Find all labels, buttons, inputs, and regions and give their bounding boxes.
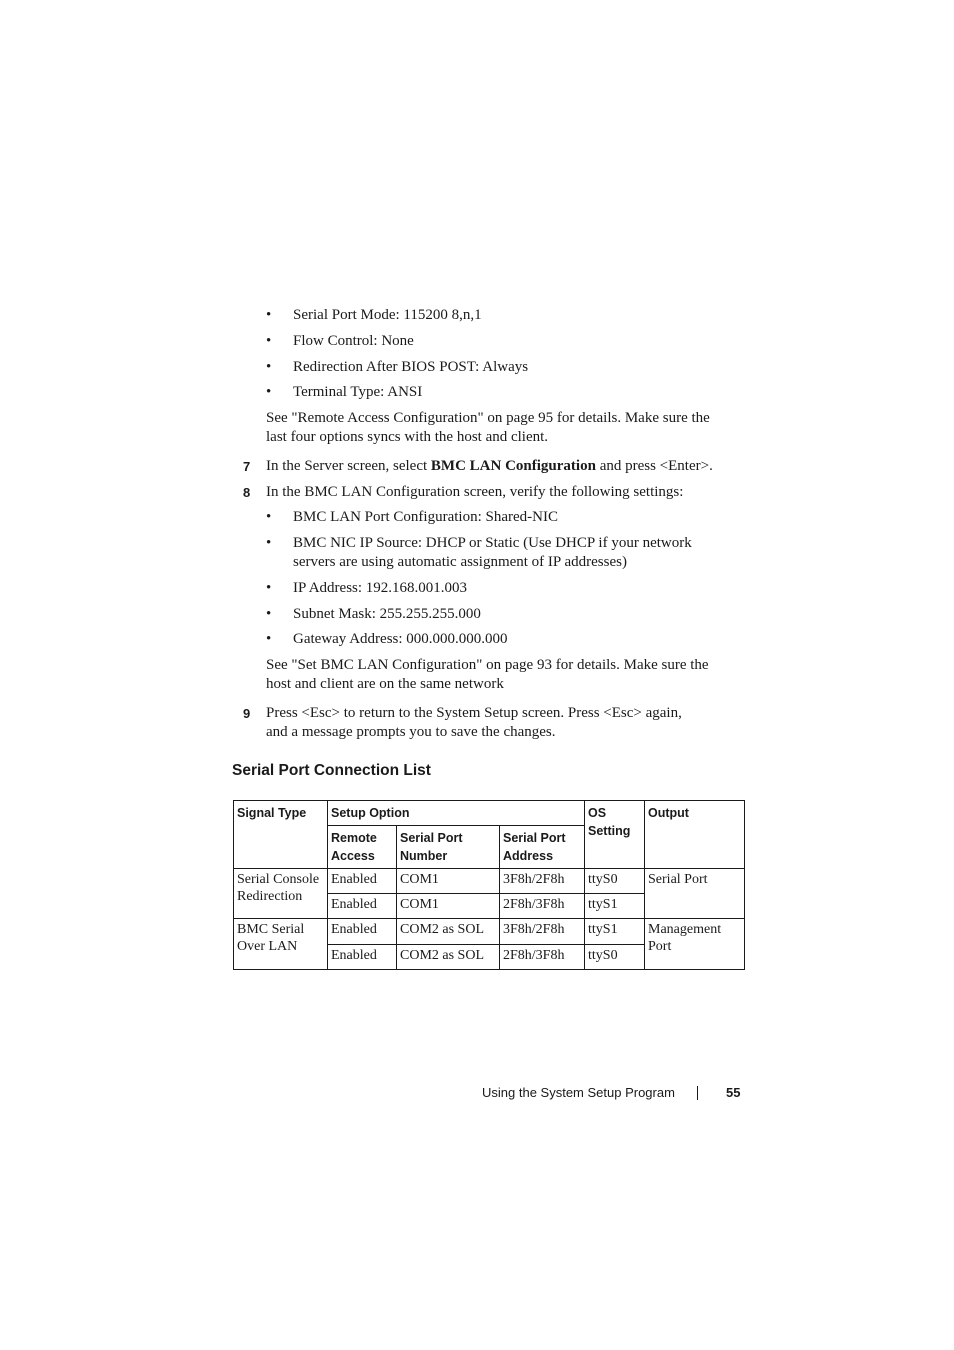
footer-divider bbox=[697, 1086, 698, 1100]
cell-remote: Enabled bbox=[328, 894, 397, 919]
cell-signal: Serial Console Redirection bbox=[234, 869, 328, 919]
note-remote-access bbox=[266, 409, 710, 447]
header-remote-access: Remote Access bbox=[328, 826, 397, 869]
step-number: 9 bbox=[243, 706, 251, 721]
list-item-text: Gateway Address: 000.000.000.000 bbox=[293, 631, 508, 647]
cell-remote: Enabled bbox=[328, 919, 397, 945]
header-signal-type: Signal Type bbox=[234, 801, 328, 869]
step-7-post: and press <Enter>. bbox=[595, 458, 713, 474]
cell-port: COM1 bbox=[397, 894, 500, 919]
cell-address: 3F8h/2F8h bbox=[500, 869, 585, 894]
step-number: 8 bbox=[243, 485, 251, 500]
cell-address: 2F8h/3F8h bbox=[500, 894, 585, 919]
bullet-icon: • bbox=[266, 631, 272, 647]
bullet-icon: • bbox=[266, 307, 272, 323]
header-os-setting: OS Setting bbox=[585, 801, 645, 869]
list-item-text: Subnet Mask: 255.255.255.000 bbox=[293, 606, 481, 622]
step-7-pre: In the Server screen, select bbox=[266, 458, 431, 474]
cell-os: ttyS1 bbox=[585, 894, 645, 919]
page-number: 55 bbox=[726, 1085, 741, 1100]
note-line: See "Remote Access Configuration" on page 95 for details. Make sure the bbox=[266, 410, 710, 426]
footer-section-title: Using the System Setup Program bbox=[482, 1085, 675, 1100]
cell-port: COM2 as SOL bbox=[397, 919, 500, 945]
step-9-line: and a message prompts you to save the changes. bbox=[266, 724, 556, 740]
list-item-text: IP Address: 192.168.001.003 bbox=[293, 580, 468, 596]
cell-output: Management Port bbox=[645, 919, 745, 970]
table-row bbox=[234, 919, 745, 945]
cell-os: ttyS0 bbox=[585, 945, 645, 970]
header-output: Output bbox=[645, 801, 745, 869]
step-9-line: Press <Esc> to return to the System Setup screen. Press <Esc> again, bbox=[266, 705, 682, 721]
bullet-icon: • bbox=[266, 606, 272, 622]
cell-address: 2F8h/3F8h bbox=[500, 945, 585, 970]
serial-port-connection-table bbox=[233, 800, 745, 970]
list-item-line: BMC NIC IP Source: DHCP or Static (Use DHCP if your network bbox=[293, 535, 692, 551]
cell-remote: Enabled bbox=[328, 945, 397, 970]
bullet-icon: • bbox=[266, 359, 272, 375]
list-item-text: Redirection After BIOS POST: Always bbox=[293, 359, 529, 375]
note-line: host and client are on the same network bbox=[266, 676, 504, 692]
bullet-icon: • bbox=[266, 509, 272, 525]
step-8-text: In the BMC LAN Configuration screen, verify the following settings: bbox=[266, 484, 684, 500]
step-7-bold: BMC LAN Configuration bbox=[430, 458, 596, 474]
cell-os: ttyS0 bbox=[585, 869, 645, 894]
header-serial-port-address: Serial Port Address bbox=[500, 826, 585, 869]
bullet-icon: • bbox=[266, 384, 272, 400]
cell-os: ttyS1 bbox=[585, 919, 645, 945]
step-number: 7 bbox=[243, 459, 251, 474]
bullet-icon: • bbox=[266, 535, 272, 551]
list-item-text bbox=[293, 534, 743, 572]
bullet-icon: • bbox=[266, 333, 272, 349]
list-item-text: Terminal Type: ANSI bbox=[293, 384, 423, 400]
list-item-line: servers are using automatic assignment of IP addresses) bbox=[293, 554, 627, 570]
header-serial-port-number: Serial Port Number bbox=[397, 826, 500, 869]
note-bmc-lan bbox=[266, 656, 709, 694]
header-setup-option: Setup Option bbox=[328, 801, 585, 826]
cell-remote: Enabled bbox=[328, 869, 397, 894]
section-heading: Serial Port Connection List bbox=[232, 762, 431, 779]
list-item-text: Serial Port Mode: 115200 8,n,1 bbox=[293, 307, 482, 323]
cell-address: 3F8h/2F8h bbox=[500, 919, 585, 945]
cell-port: COM2 as SOL bbox=[397, 945, 500, 970]
cell-output: Serial Port bbox=[645, 869, 745, 919]
table-row bbox=[234, 869, 745, 894]
list-item-text: Flow Control: None bbox=[293, 333, 414, 349]
step-7-text bbox=[266, 457, 713, 476]
cell-port: COM1 bbox=[397, 869, 500, 894]
step-9-text bbox=[266, 704, 682, 742]
note-line: See "Set BMC LAN Configuration" on page 93 for details. Make sure the bbox=[266, 657, 709, 673]
list-item-text: BMC LAN Port Configuration: Shared-NIC bbox=[293, 509, 558, 525]
bullet-icon: • bbox=[266, 580, 272, 596]
table-header-row bbox=[234, 801, 745, 826]
note-line: last four options syncs with the host and client. bbox=[266, 429, 549, 445]
cell-signal: BMC Serial Over LAN bbox=[234, 919, 328, 970]
